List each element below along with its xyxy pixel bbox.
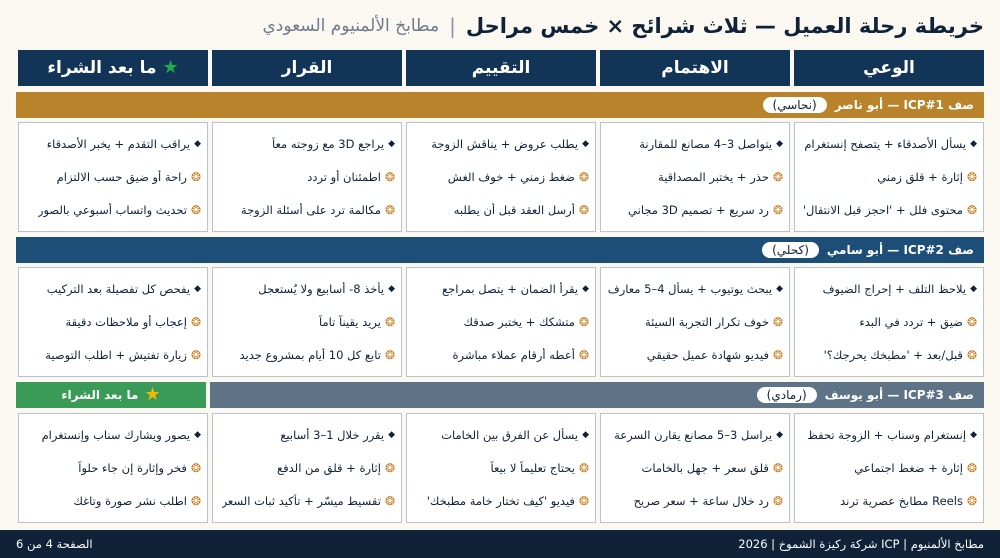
diamond-bullet-icon: ◆ <box>776 283 783 294</box>
emotion-icon: ❂ <box>578 169 589 184</box>
segment-color-tag: (كحلي) <box>762 242 819 258</box>
tactic-icon: ❂ <box>966 348 977 363</box>
tactic-icon: ❂ <box>384 348 395 363</box>
stage-header-awareness: الوعي <box>794 50 984 86</box>
card-action: يتواصل 3–4 مصانع للمقارنة <box>639 136 773 151</box>
journey-card <box>212 122 402 232</box>
card-emotion: متشكك + يختبر صدقك <box>463 314 575 329</box>
tactic-icon: ❂ <box>772 494 783 509</box>
card-emotion: خوف تكرار التجربة السيئة <box>644 314 769 329</box>
card-action: إنستغرام وسناب + الزوجة تحفظ <box>807 427 967 442</box>
title-separator: | <box>449 14 456 38</box>
card-action: يبحث يوتيوب + يسأل 4–5 معارف <box>607 281 773 296</box>
card-emotion: إثارة + ضغط اجتماعي <box>854 460 963 475</box>
page-subtitle: مطابخ الألمنيوم السعودي <box>262 16 440 36</box>
segment-row-icp3 <box>16 413 984 523</box>
diamond-bullet-icon: ◆ <box>776 429 783 440</box>
emotion-icon: ❂ <box>384 314 395 329</box>
tactic-icon: ❂ <box>772 203 783 218</box>
emotion-icon: ❂ <box>772 314 783 329</box>
card-tactic: محتوى فلل + 'احجز قبل الانتقال' <box>802 203 963 218</box>
diamond-bullet-icon: ◆ <box>970 429 977 440</box>
stage-header-row <box>16 50 984 86</box>
card-tactic: قبل/بعد + 'مطبخك يحرجك؟' <box>823 348 963 363</box>
journey-card <box>406 413 596 523</box>
card-tactic: Reels مطابخ عصرية ترند <box>840 494 963 509</box>
star-icon: ★ <box>144 384 161 405</box>
emotion-icon: ❂ <box>190 460 201 475</box>
card-tactic: فيديو 'كيف تختار خامة مطبخك' <box>426 494 575 509</box>
stage-header-evaluation: التقييم <box>406 50 596 86</box>
card-tactic: اطلب نشر صورة وتاغك <box>73 494 187 509</box>
emotion-icon: ❂ <box>966 314 977 329</box>
journey-card <box>212 413 402 523</box>
card-tactic: مكالمة ترد على أسئلة الزوجة <box>240 203 381 218</box>
card-tactic: فيديو شهادة عميل حقيقي <box>646 348 769 363</box>
emotion-icon: ❂ <box>190 169 201 184</box>
card-action: يطلب عروض + يناقش الزوجة <box>431 136 579 151</box>
tactic-icon: ❂ <box>578 203 589 218</box>
star-icon: ★ <box>162 57 179 78</box>
tactic-icon: ❂ <box>190 494 201 509</box>
card-action: يلاحظ التلف + إحراج الضيوف <box>822 281 967 296</box>
segment-label: صف ICP#1 — أبو ناصر <box>834 98 974 112</box>
journey-card <box>600 413 790 523</box>
card-tactic: رد خلال ساعة + سعر صريح <box>633 494 769 509</box>
card-action: يأخذ 8- أسابيع ولا يُستعجل <box>258 281 385 296</box>
emotion-icon: ❂ <box>384 460 395 475</box>
stage-header-post-purchase: ★ ما بعد الشراء <box>18 50 208 86</box>
diamond-bullet-icon: ◆ <box>388 138 395 149</box>
segment-row-icp1 <box>16 122 984 232</box>
card-action: يسأل الأصدقاء + يتصفح إنستغرام <box>804 136 967 151</box>
post-purchase-badge: ★ ما بعد الشراء <box>16 382 206 408</box>
diamond-bullet-icon: ◆ <box>970 283 977 294</box>
diamond-bullet-icon: ◆ <box>194 283 201 294</box>
emotion-icon: ❂ <box>578 460 589 475</box>
diamond-bullet-icon: ◆ <box>970 138 977 149</box>
card-tactic: أرسل العقد قبل أن يطلبه <box>453 203 575 218</box>
diamond-bullet-icon: ◆ <box>388 283 395 294</box>
diamond-bullet-icon: ◆ <box>194 138 201 149</box>
journey-card <box>18 413 208 523</box>
card-emotion: إثارة + قلق من الدفع <box>277 460 381 475</box>
card-emotion: إعجاب أو ملاحظات دقيقة <box>65 314 187 329</box>
card-emotion: إثارة + قلق زمني <box>877 169 963 184</box>
stage-header-interest: الاهتمام <box>600 50 790 86</box>
journey-card <box>794 267 984 377</box>
emotion-icon: ❂ <box>772 169 783 184</box>
segment-label: صف ICP#3 — أبو يوسف <box>824 388 974 402</box>
card-emotion: ضيق + تردد في البدء <box>859 314 963 329</box>
diamond-bullet-icon: ◆ <box>194 429 201 440</box>
tactic-icon: ❂ <box>384 494 395 509</box>
journey-card <box>406 122 596 232</box>
segment-label: صف ICP#2 — أبو سامي <box>826 243 974 257</box>
tactic-icon: ❂ <box>190 203 201 218</box>
diamond-bullet-icon: ◆ <box>582 429 589 440</box>
emotion-icon: ❂ <box>190 314 201 329</box>
segment-color-tag: (نحاسي) <box>763 97 827 113</box>
card-action: يسأل عن الفرق بين الخامات <box>441 427 579 442</box>
tactic-icon: ❂ <box>190 348 201 363</box>
emotion-icon: ❂ <box>966 169 977 184</box>
footer-company: مطابخ الألمنيوم | ICP شركة ركيزة الشموخ | 2026 <box>738 537 984 551</box>
card-tactic: زيارة تفتيش + اطلب التوصية <box>45 348 187 363</box>
page-number: الصفحة 4 من 6 <box>16 537 93 551</box>
emotion-icon: ❂ <box>772 460 783 475</box>
stage-header-decision: القرار <box>212 50 402 86</box>
card-tactic: رد سريع + تصميم 3D مجاني <box>628 203 769 218</box>
card-emotion: اطمئنان أو تردد <box>307 169 381 184</box>
journey-card <box>794 413 984 523</box>
segment-band-icp1 <box>16 92 984 118</box>
card-emotion: قلق سعر + جهل بالخامات <box>641 460 769 475</box>
page-title: خريطة رحلة العميل — ثلاث شرائح × خمس مراحل <box>465 14 984 38</box>
segment-color-tag: (رمادي) <box>757 387 817 403</box>
card-tactic: أعطه أرقام عملاء مباشرة <box>452 348 575 363</box>
segment-band-icp3 <box>210 382 984 408</box>
tactic-icon: ❂ <box>384 203 395 218</box>
card-tactic: تابع كل 10 أيام بمشروع جديد <box>239 348 381 363</box>
tactic-icon: ❂ <box>578 494 589 509</box>
journey-card <box>600 122 790 232</box>
emotion-icon: ❂ <box>384 169 395 184</box>
card-emotion: يريد يقيناً تاماً <box>319 314 381 329</box>
journey-card <box>18 122 208 232</box>
card-action: يقرأ الضمان + يتصل بمراجع <box>442 281 579 296</box>
segment-band-icp2 <box>16 237 984 263</box>
card-emotion: يحتاج تعليماً لا بيعاً <box>490 460 575 475</box>
journey-card <box>406 267 596 377</box>
tactic-icon: ❂ <box>966 494 977 509</box>
emotion-icon: ❂ <box>578 314 589 329</box>
diamond-bullet-icon: ◆ <box>582 138 589 149</box>
tactic-icon: ❂ <box>772 348 783 363</box>
card-emotion: حذر + يختبر المصداقية <box>658 169 769 184</box>
card-action: يراقب التقدم + يخبر الأصدقاء <box>46 136 191 151</box>
diamond-bullet-icon: ◆ <box>582 283 589 294</box>
card-emotion: راحة أو ضيق حسب الالتزام <box>56 169 187 184</box>
tactic-icon: ❂ <box>966 203 977 218</box>
journey-card <box>18 267 208 377</box>
card-tactic: تحديث واتساب أسبوعي بالصور <box>37 203 187 218</box>
emotion-icon: ❂ <box>966 460 977 475</box>
title-row <box>16 8 984 44</box>
card-action: يقرر خلال 1–3 أسابيع <box>280 427 385 442</box>
card-tactic: تقسيط ميسّر + تأكيد ثبات السعر <box>221 494 381 509</box>
journey-card <box>600 267 790 377</box>
card-action: يفحص كل تفصيلة بعد التركيب <box>46 281 191 296</box>
card-action: يراجع 3D مع زوجته معاً <box>271 136 385 151</box>
card-action: يصور ويشارك سناب وإنستغرام <box>41 427 191 442</box>
card-action: يراسل 3–5 مصانع يقارن السرعة <box>614 427 773 442</box>
card-emotion: فخر وإثارة إن جاء حلواً <box>78 460 187 475</box>
diamond-bullet-icon: ◆ <box>776 138 783 149</box>
journey-card <box>794 122 984 232</box>
footer-bar <box>0 530 1000 558</box>
segment-row-icp2 <box>16 267 984 377</box>
diamond-bullet-icon: ◆ <box>388 429 395 440</box>
card-emotion: ضغط زمني + خوف الغش <box>447 169 575 184</box>
journey-card <box>212 267 402 377</box>
tactic-icon: ❂ <box>578 348 589 363</box>
